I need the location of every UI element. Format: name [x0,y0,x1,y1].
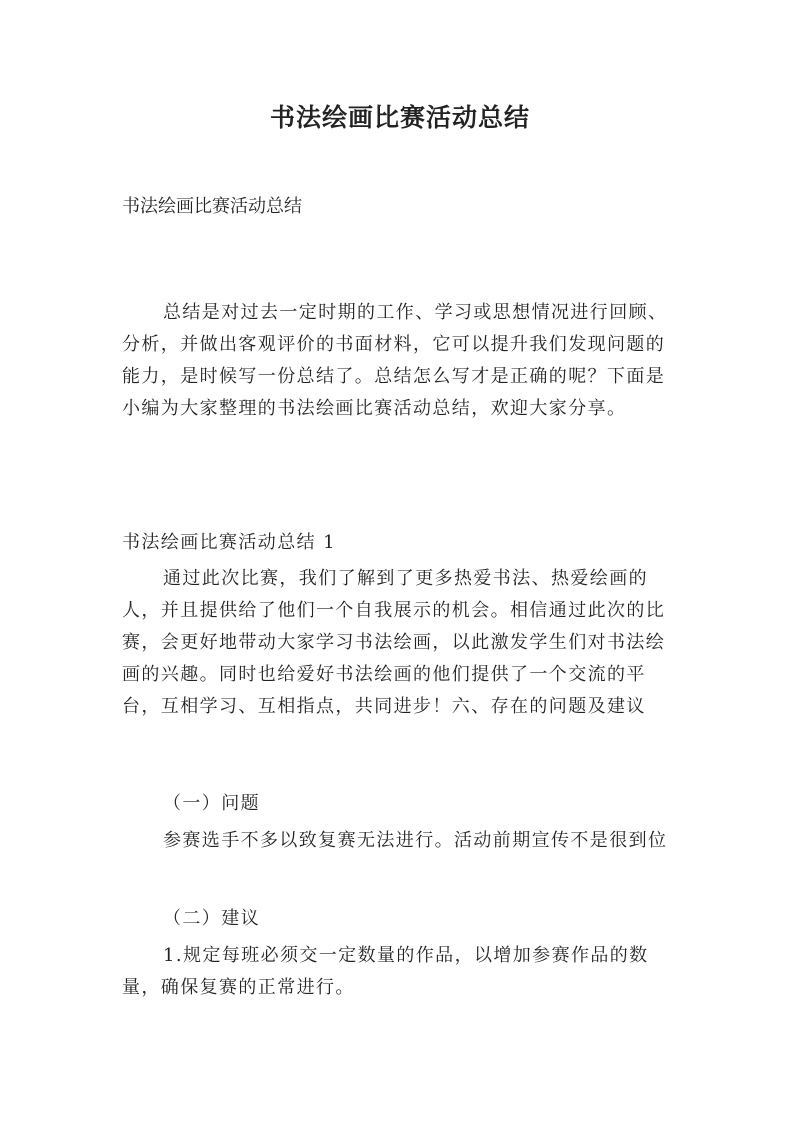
problems-heading: （一）问题 [163,793,260,814]
suggestion-paragraph: 1.规定每班必须交一定数量的作品，以增加参赛作品的数量，确保复赛的正常进行。 [122,945,649,998]
section-heading: 书法绘画比赛活动总结 1 [122,532,336,553]
problems-paragraph: 参赛选手不多以致复赛无法进行。活动前期宣传不是很到位 [163,830,668,851]
document-title: 书法绘画比赛活动总结 [269,103,530,132]
document-subtitle: 书法绘画比赛活动总结 [122,196,302,217]
suggestions-heading: （二）建议 [163,908,260,929]
intro-paragraph: 总结是对过去一定时期的工作、学习或思想情况进行回顾、分析，并做出客观评价的书面材料，它可以提升我们发现问题的能力，是时候写一份总结了。总结怎么写才是正确的呢？下面是小编为大家整理的书法绘画比赛活动总结，欢迎大家分享。 [122,302,668,419]
section-paragraph: 通过此次比赛，我们了解到了更多热爱书法、热爱绘画的人，并且提供给了他们一个自我展示的机会。相信通过此次的比赛，会更好地带动大家学习书法绘画，以此激发学生们对书法绘画的兴趣。同时也给爱好书法绘画的他们提供了一个交流的平台，互相学习、互相指点，共同进步！六、存在的问题及建议 [122,568,666,717]
